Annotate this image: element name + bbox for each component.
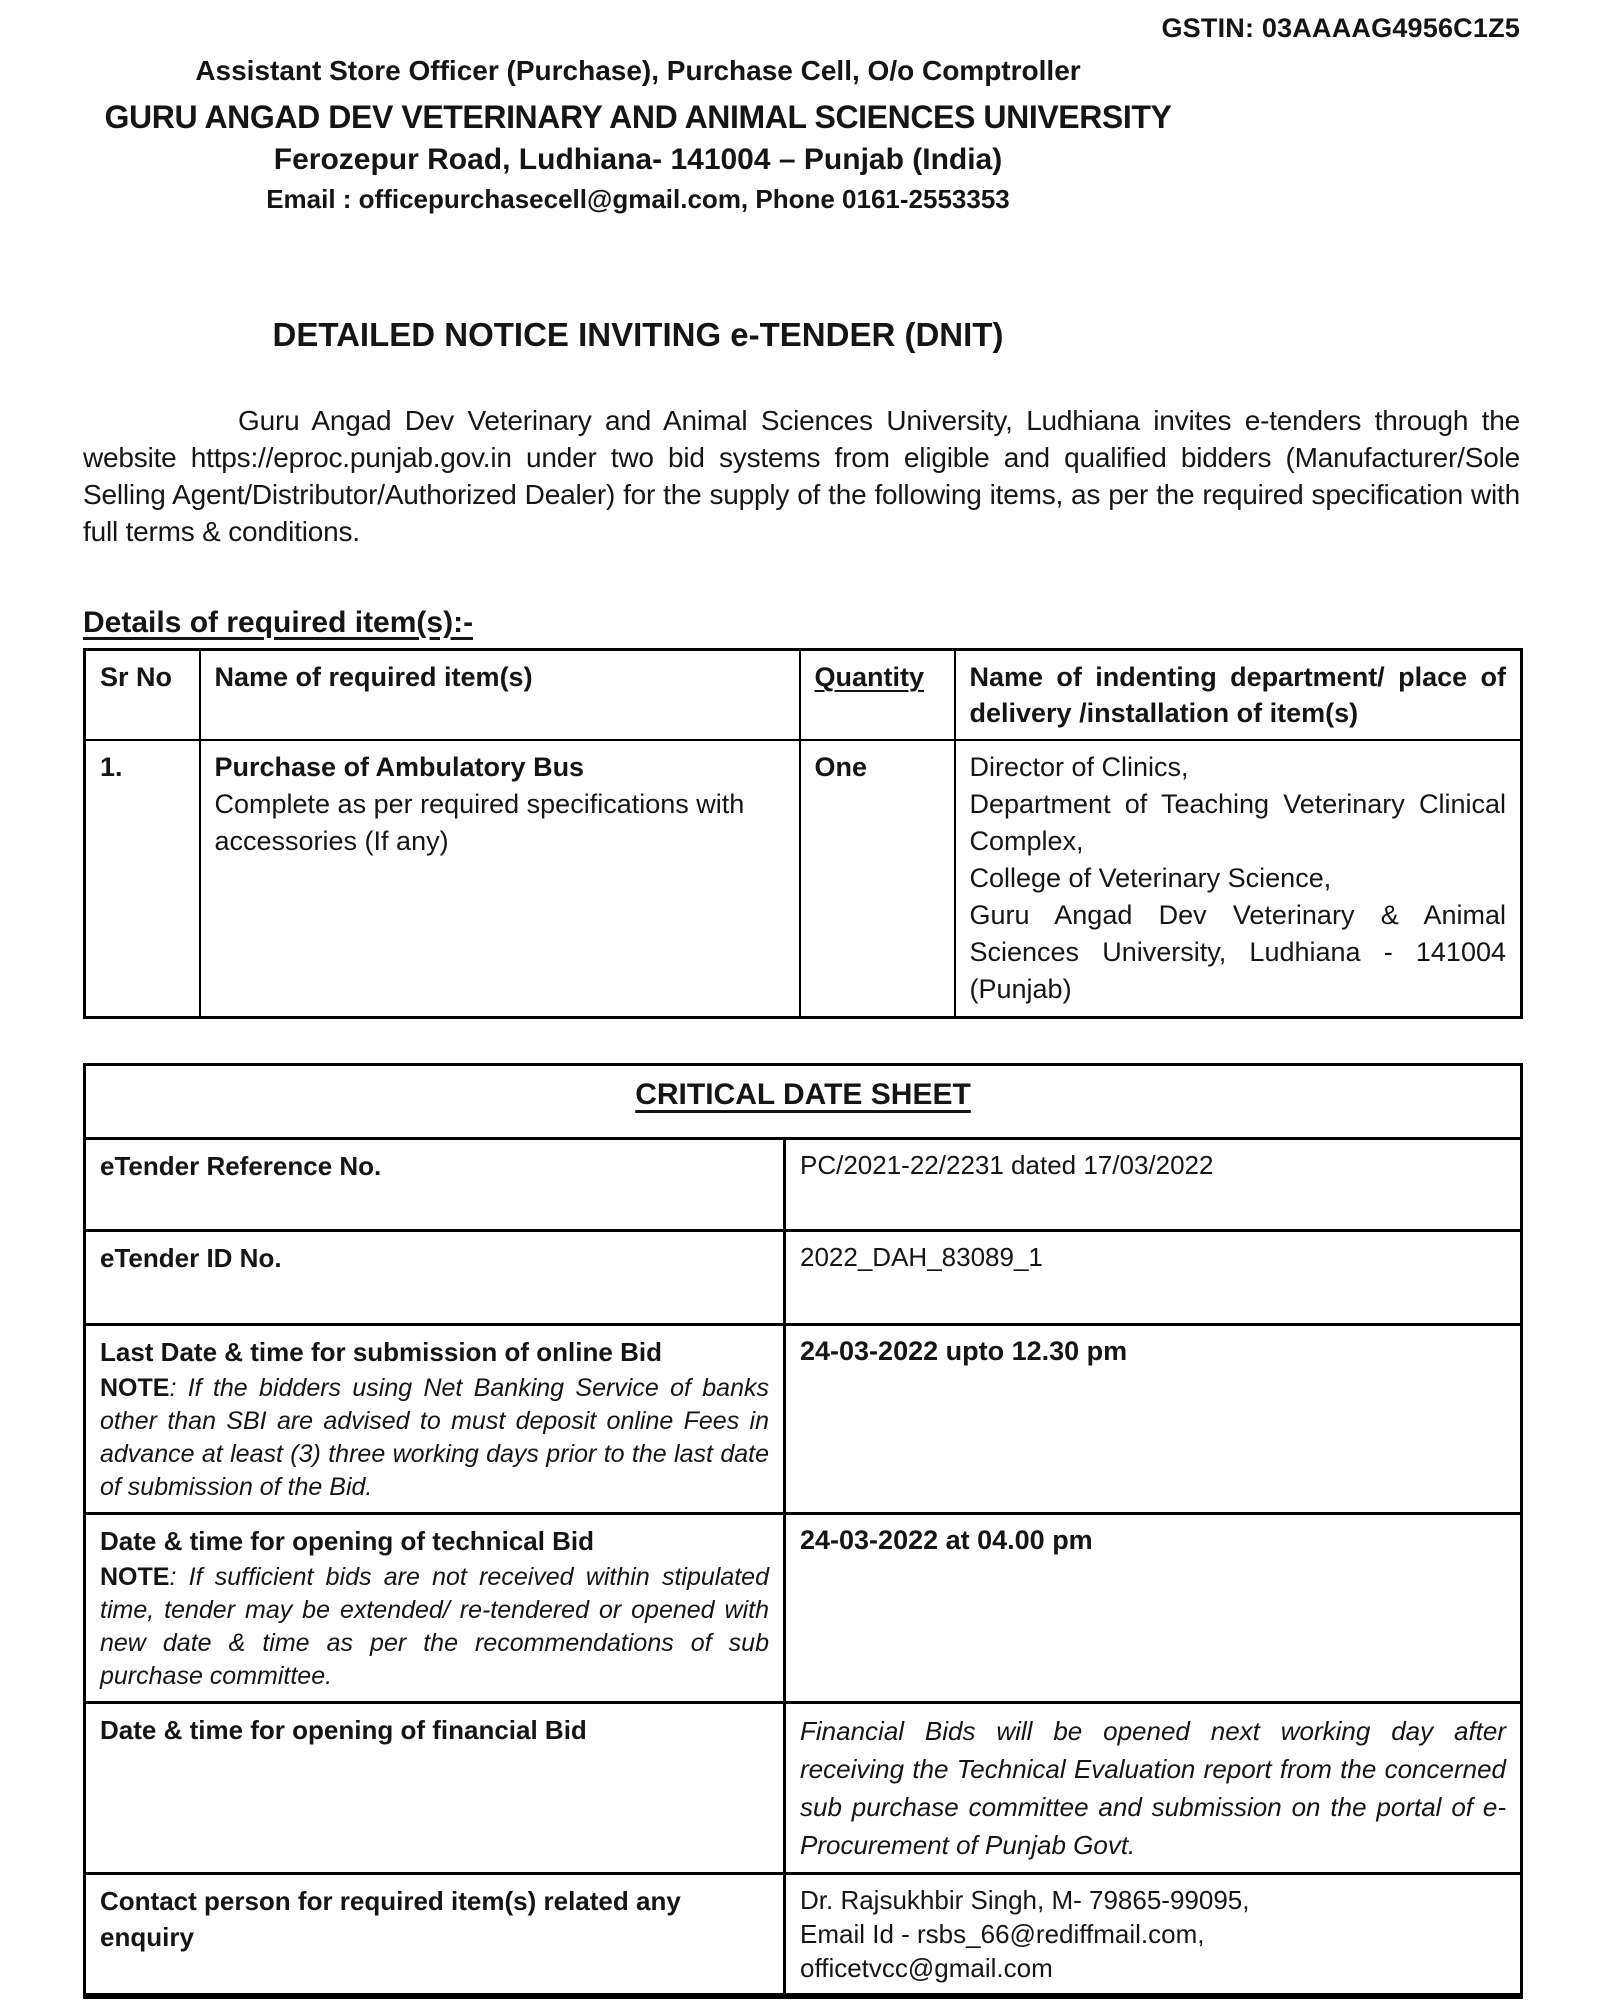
header-cell-name: Name of required item(s) xyxy=(200,650,800,741)
quantity-header-label: Quantity xyxy=(814,662,925,692)
note-word: NOTE xyxy=(100,1374,170,1402)
date-row-tender-id xyxy=(85,1231,1522,1325)
note-word: NOTE xyxy=(100,1563,170,1591)
submission-label: Last Date & time for submission of online Bid xyxy=(100,1337,662,1367)
items-table-row xyxy=(85,740,1522,1018)
cell-sr-no: 1. xyxy=(85,740,200,1018)
letterhead-office-line: Assistant Store Officer (Purchase), Purchase Cell, O/o Comptroller xyxy=(195,55,1081,86)
date-row-financial xyxy=(85,1703,1522,1874)
cell-department xyxy=(955,740,1522,1018)
letterhead-contact-line: Email : officepurchasecell@gmail.com, Phone 0161-2553353 xyxy=(266,184,1010,214)
header-cell-department: Name of indenting department/ place of delivery /installation of item(s) xyxy=(955,650,1522,741)
submission-value: 24-03-2022 upto 12.30 pm xyxy=(785,1325,1522,1514)
intro-paragraph: Guru Angad Dev Veterinary and Animal Sciences University, Ludhiana invites e-tenders through the website https://eproc.punjab.gov.in under two bid systems from eligible and qualified bidders (Manufacturer/Sole Selling Agent/Distributor/Authorized Dealer) for the supply of the following items, as per the required specification with full terms & conditions. xyxy=(83,405,1520,547)
critical-date-sheet-table xyxy=(83,1063,1523,1999)
item-title: Purchase of Ambulatory Bus xyxy=(214,752,585,782)
reference-label: eTender Reference No. xyxy=(85,1139,785,1231)
cell-quantity: One xyxy=(800,740,955,1018)
letterhead-address-line: Ferozepur Road, Ludhiana- 141004 – Punjab (India) xyxy=(273,143,1003,176)
reference-value: PC/2021-22/2231 dated 17/03/2022 xyxy=(785,1139,1522,1231)
contact-label: Contact person for required item(s) related any enquiry xyxy=(85,1874,785,1997)
note-text: : If sufficient bids are not received within stipulated time, tender may be extended/ re-tendered or opened with new date & time as per the recommendations of sub purchase committee. xyxy=(100,1563,769,1690)
document-title: DETAILED NOTICE INVITING e-TENDER (DNIT) xyxy=(272,316,1004,353)
contact-line: officetvcc@gmail.com xyxy=(800,1953,1053,1983)
contact-line: Email Id - rsbs_66@rediffmail.com, xyxy=(800,1919,1205,1949)
department-line: Director of Clinics, xyxy=(969,752,1189,782)
contact-line: Dr. Rajsukhbir Singh, M- 79865-99095, xyxy=(800,1885,1250,1915)
department-line: Guru Angad Dev Veterinary & Animal Sciences University, Ludhiana - 141004 (Punjab) xyxy=(969,900,1506,1004)
date-sheet-title-row xyxy=(85,1065,1522,1139)
header-cell-sr: Sr No xyxy=(85,650,200,741)
technical-note xyxy=(100,1561,769,1693)
cell-item-name xyxy=(200,740,800,1018)
tender-id-label: eTender ID No. xyxy=(85,1231,785,1325)
date-row-technical xyxy=(85,1514,1522,1703)
note-text: : If the bidders using Net Banking Service of banks other than SBI are advised to must deposit online Fees in advance at least (3) three working days prior to the last date of submission of the Bid. xyxy=(100,1374,769,1501)
technical-label-cell xyxy=(85,1514,785,1703)
tender-id-value: 2022_DAH_83089_1 xyxy=(785,1231,1522,1325)
date-sheet-title: CRITICAL DATE SHEET xyxy=(635,1078,971,1111)
header-cell-quantity xyxy=(800,650,955,741)
technical-label: Date & time for opening of technical Bid xyxy=(100,1526,595,1556)
submission-label-cell xyxy=(85,1325,785,1514)
date-row-contact xyxy=(85,1874,1522,1997)
details-heading: Details of required item(s):- xyxy=(83,606,474,639)
items-table-header-row xyxy=(85,650,1522,741)
financial-label: Date & time for opening of financial Bid xyxy=(85,1703,785,1874)
gstin-line: GSTIN: 03AAAAG4956C1Z5 xyxy=(1161,13,1520,43)
date-row-reference xyxy=(85,1139,1522,1231)
technical-value: 24-03-2022 at 04.00 pm xyxy=(785,1514,1522,1703)
letterhead xyxy=(83,54,1193,216)
item-description: Complete as per required specifications with accessories (If any) xyxy=(214,789,745,856)
department-line: Department of Teaching Veterinary Clinical Complex, xyxy=(969,789,1506,856)
department-line: College of Veterinary Science, xyxy=(969,863,1332,893)
date-row-submission xyxy=(85,1325,1522,1514)
items-table xyxy=(83,648,1523,1019)
date-sheet-title-cell xyxy=(85,1065,1522,1139)
financial-value: Financial Bids will be opened next working day after receiving the Technical Evaluation report from the concerned sub purchase committee and submission on the portal of e-Procurement of Punjab Govt. xyxy=(785,1703,1522,1874)
contact-value xyxy=(785,1874,1522,1997)
letterhead-university-line: GURU ANGAD DEV VETERINARY AND ANIMAL SCIENCES UNIVERSITY xyxy=(104,99,1172,135)
submission-note xyxy=(100,1372,769,1504)
